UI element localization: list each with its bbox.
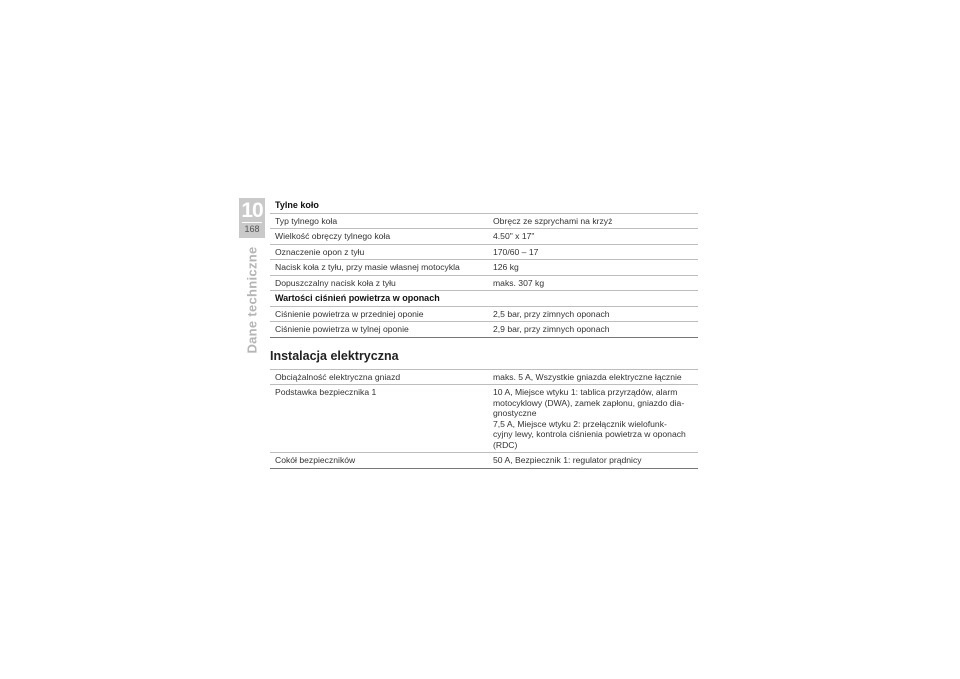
spec-value-line: 7,5 A, Miejsce wtyku 2: przełącznik wielofunk- xyxy=(493,418,667,429)
spec-label: Obciążalność elektryczna gniazd xyxy=(275,371,401,382)
table-row xyxy=(270,322,698,338)
spec-value: Obręcz ze szprychami na krzyż xyxy=(493,215,613,226)
spec-value: 2,9 bar, przy zimnych oponach xyxy=(493,324,610,334)
spec-label: Cokół bezpieczników xyxy=(275,455,356,465)
chapter-number: 10 xyxy=(241,199,263,222)
spec-value-line: cyjny lewy, kontrola ciśnienia powietrza w oponach xyxy=(493,429,686,439)
spec-value: maks. 307 kg xyxy=(493,277,545,288)
table-row xyxy=(270,229,698,245)
spec-value xyxy=(485,455,698,466)
chapter-tab xyxy=(239,198,265,238)
chapter-divider xyxy=(242,222,262,223)
table-row xyxy=(270,245,698,261)
spec-value-line: 50 A, Bezpiecznik 1: regulator prądnicy xyxy=(493,455,642,465)
page-number: 168 xyxy=(244,224,260,234)
rear-wheel-heading: Tylne koło xyxy=(275,200,319,210)
table-row xyxy=(270,260,698,276)
spec-label: Ciśnienie powietrza w tylnej oponie xyxy=(275,324,409,334)
spec-label: Ciśnienie powietrza w przedniej oponie xyxy=(275,308,424,319)
electrical-table xyxy=(270,369,698,469)
spec-label: Dopuszczalny nacisk koła z tyłu xyxy=(275,277,396,288)
spec-value xyxy=(485,372,698,383)
spec-value xyxy=(485,387,698,450)
section-side-title: Dane techniczne xyxy=(244,246,260,354)
spec-value: 4.50" x 17" xyxy=(493,231,535,241)
rear-wheel-heading-row xyxy=(270,198,698,214)
spec-label: Typ tylnego koła xyxy=(275,215,338,226)
table-row xyxy=(270,214,698,230)
spec-value-line: maks. 5 A, Wszystkie gniazda elektryczne łącznie xyxy=(493,371,682,382)
tire-pressure-heading: Wartości ciśnień powietrza w oponach xyxy=(275,293,440,303)
spec-value: 2,5 bar, przy zimnych oponach xyxy=(493,308,610,319)
spec-label: Nacisk koła z tyłu, przy masie własnej motocykla xyxy=(275,262,460,272)
table-row xyxy=(270,370,698,386)
spec-value-line: gnostyczne xyxy=(493,408,537,418)
electrical-section-title: Instalacja elektryczna xyxy=(270,348,399,363)
spec-value: 126 kg xyxy=(493,262,519,272)
spec-label: Oznaczenie opon z tyłu xyxy=(275,246,365,257)
spec-value-line: 10 A, Miejsce wtyku 1: tablica przyrządów, alarm xyxy=(493,387,678,397)
spec-value-line: motocyklowy (DWA), zamek zapłonu, gniazdo dia- xyxy=(493,397,685,408)
page-content xyxy=(270,198,698,469)
spec-label: Podstawka bezpiecznika 1 xyxy=(275,387,377,397)
table-row xyxy=(270,276,698,292)
spec-value-line: (RDC) xyxy=(493,439,518,450)
table-row xyxy=(270,453,698,469)
table-row xyxy=(270,307,698,323)
table-row xyxy=(270,385,698,453)
tire-pressure-heading-row xyxy=(270,291,698,307)
spec-label: Wielkość obręczy tylnego koła xyxy=(275,231,391,241)
spec-value: 170/60 – 17 xyxy=(493,246,539,257)
